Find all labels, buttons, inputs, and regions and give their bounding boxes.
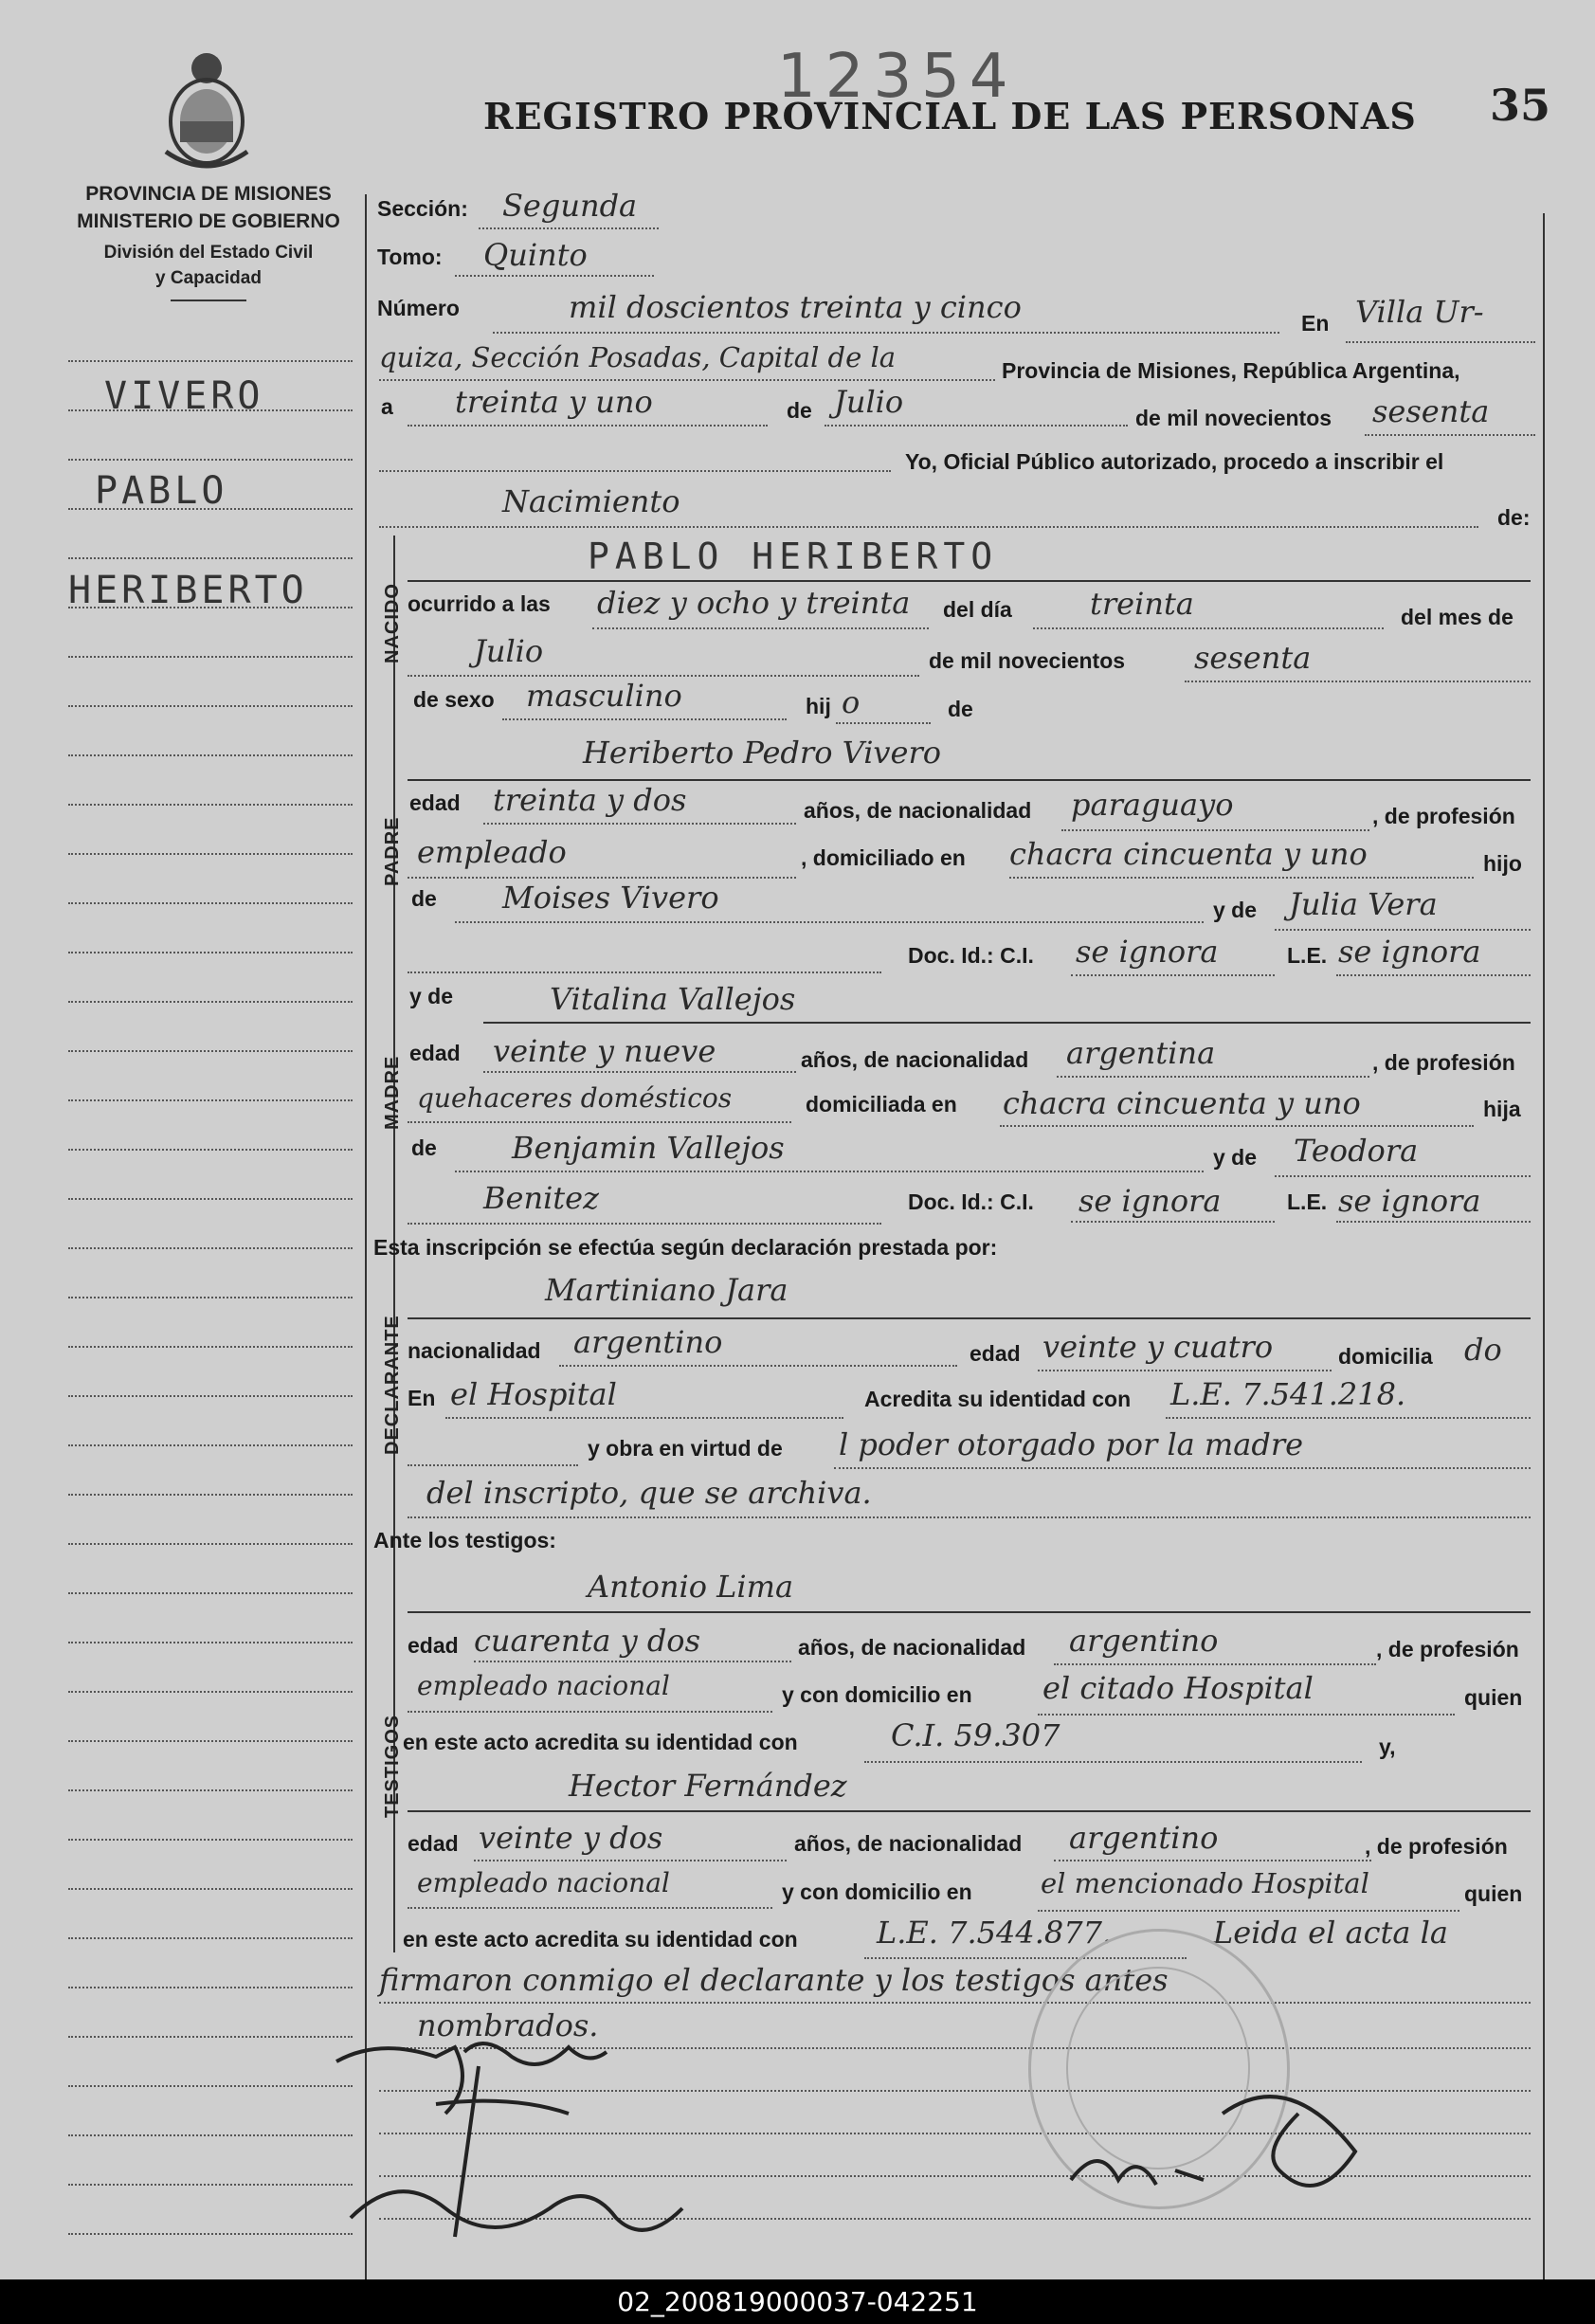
line-madre-ci [1071, 1221, 1275, 1223]
value-lugar: quiza, Sección Posadas, Capital de la [379, 341, 897, 373]
line-t2-nombre [408, 1810, 1531, 1812]
label-inscripcion: Esta inscripción se efectúa según declaración prestada por: [373, 1235, 998, 1260]
line-hij [836, 722, 931, 724]
line-cierre-2 [379, 2002, 1531, 2004]
margin-ruled-line [68, 952, 353, 953]
value-t1-doc: C.I. 59.307 [891, 1717, 1060, 1753]
line-madre-edad [483, 1071, 796, 1073]
label-de-padres: de [948, 697, 973, 721]
line-decl-virtud-blank [408, 1464, 578, 1466]
margin-ruled-line [68, 360, 353, 362]
side-label-madre: MADRE [382, 1055, 403, 1130]
label-padre-le: L.E. [1287, 943, 1328, 968]
label-t2-dom: y con domicilio en [782, 1879, 972, 1904]
line-mes [825, 425, 1128, 427]
value-dia: treinta y uno [455, 384, 653, 420]
margin-ruled-line [68, 1937, 353, 1939]
line-padre-blank [408, 971, 881, 973]
line-seccion [479, 227, 659, 229]
line-padre-le [1336, 974, 1531, 976]
label-padre-de: de [411, 886, 437, 911]
value-decl-virtud-2: del inscripto, que se archiva. [426, 1475, 872, 1511]
line-padre-prof [408, 877, 796, 879]
value-padre-padre: Moises Vivero [502, 880, 719, 916]
label-de-mil: de mil novecientos [1135, 406, 1332, 430]
value-padre-prof: empleado [417, 834, 567, 870]
margin-second-name: HERIBERTO [68, 569, 308, 612]
value-decl-edad: veinte y cuatro [1042, 1329, 1274, 1365]
value-decl-nombre: Martiniano Jara [545, 1272, 788, 1308]
value-sexo: masculino [526, 678, 682, 714]
org-province: PROVINCIA DE MISIONES [85, 183, 332, 205]
value-t1-dom: el citado Hospital [1042, 1670, 1314, 1706]
value-padre-nac: paraguayo [1071, 787, 1234, 823]
officer-signature [1052, 2057, 1374, 2218]
value-padre-nombre: Heriberto Pedro Vivero [583, 735, 941, 771]
value-t2-dom: el mencionado Hospital [1041, 1867, 1369, 1899]
line-madre-le [1336, 1221, 1531, 1223]
value-decl-dom-suffix: do [1464, 1332, 1502, 1368]
margin-ruled-line [68, 1888, 353, 1890]
line-padre-dom [1009, 877, 1474, 879]
label-yo-oficial: Yo, Oficial Público autorizado, procedo a inscribir el [905, 449, 1444, 474]
line-padre-ci [1071, 974, 1275, 976]
line-padre-padre [455, 921, 1204, 923]
label-t2-quien: quien [1464, 1881, 1523, 1906]
page-number: 35 [1490, 80, 1551, 131]
label-t2-acredita: en este acto acredita su identidad con [403, 1927, 798, 1952]
value-hij: o [842, 684, 861, 720]
value-madre-madre2: Benitez [483, 1180, 599, 1216]
label-padre-y-de: y de [1213, 898, 1258, 922]
margin-ruled-line [68, 1543, 353, 1545]
margin-ruled-line [68, 1740, 353, 1742]
label-seccion: Sección: [377, 196, 468, 221]
value-padre-madre: Julia Vera [1289, 886, 1438, 922]
org-capacity: y Capacidad [155, 268, 262, 288]
margin-ruled-line [68, 1247, 353, 1249]
value-mes: Julio [834, 384, 904, 420]
value-t1-nac: argentino [1069, 1623, 1219, 1659]
line-decl-virtud [834, 1467, 1531, 1469]
label-padre-edad: edad [409, 790, 461, 815]
org-underline [171, 300, 246, 301]
label-madre-y-de-2: y de [1213, 1145, 1258, 1170]
coat-of-arms-icon [156, 47, 257, 171]
margin-ruled-line [68, 1099, 353, 1101]
label-tomo: Tomo: [377, 245, 443, 269]
margin-ruled-line [68, 1297, 353, 1298]
value-madre-dom: chacra cincuenta y uno [1003, 1085, 1361, 1121]
value-cierre-3: nombrados. [417, 2007, 599, 2043]
line-decl-nombre [408, 1317, 1531, 1319]
line-t2-edad [474, 1860, 787, 1861]
label-de-mes: de [787, 398, 812, 423]
label-t1-edad: edad [408, 1633, 459, 1658]
label-madre-edad: edad [409, 1041, 461, 1065]
line-madre-madre [1275, 1175, 1531, 1177]
value-madre-madre: Teodora [1294, 1133, 1419, 1169]
value-decl-dom: el Hospital [450, 1376, 617, 1412]
line-numero [493, 332, 1279, 334]
margin-ruled-line [68, 1050, 353, 1052]
label-madre-dom: domiciliada en [806, 1092, 957, 1117]
line-t2-prof [408, 1907, 772, 1909]
line-hora [592, 627, 929, 629]
margin-ruled-line [68, 1001, 353, 1003]
scan-file-id: 02_200819000037-042251 [0, 2279, 1595, 2324]
margin-ruled-line [68, 2085, 353, 2087]
label-del-dia: del día [943, 597, 1012, 622]
margin-surname: VIVERO [104, 374, 264, 418]
value-decl-nac: argentino [573, 1324, 723, 1360]
line-padre-madre [1275, 929, 1531, 931]
margin-ruled-line [68, 2184, 353, 2186]
value-madre-nac: argentina [1066, 1035, 1216, 1071]
line-madre-padre [455, 1171, 1204, 1172]
margin-ruled-line [68, 853, 353, 855]
label-a: a [381, 394, 393, 419]
page-title: REGISTRO PROVINCIAL DE LAS PERSONAS [483, 95, 1417, 137]
label-ocurrido: ocurrido a las [408, 591, 551, 616]
org-division: División del Estado Civil [103, 243, 314, 263]
label-padre-nac: años, de nacionalidad [804, 798, 1032, 823]
value-madre-le: se ignora [1338, 1183, 1481, 1219]
line-decl-dom [445, 1417, 843, 1419]
line-anio [1365, 434, 1535, 436]
label-t1-quien: quien [1464, 1685, 1523, 1710]
label-madre-doc: Doc. Id.: C.I. [908, 1189, 1034, 1214]
line-t2-dom [1038, 1910, 1459, 1912]
label-hij: hij [806, 694, 831, 718]
line-padre-edad [483, 823, 796, 825]
label-t1-y: y, [1379, 1734, 1396, 1759]
margin-ruled-line [68, 2134, 353, 2136]
line-mes-nac [408, 675, 919, 677]
label-numero: Número [377, 296, 460, 320]
value-t1-edad: cuarenta y dos [474, 1623, 700, 1659]
value-acto: Nacimiento [502, 483, 680, 519]
value-t2-doc: L.E. 7.544.877. [877, 1915, 1113, 1951]
value-madre-edad: veinte y nueve [493, 1033, 716, 1069]
value-t1-nombre: Antonio Lima [588, 1569, 794, 1605]
value-padre-dom: chacra cincuenta y uno [1009, 836, 1368, 872]
line-yo-blank [379, 470, 891, 472]
line-en [1346, 341, 1535, 343]
line-dia-nac [1033, 627, 1384, 629]
side-label-nacido: NACIDO [382, 583, 403, 663]
org-ministry: MINISTERIO DE GOBIERNO [77, 210, 340, 232]
side-label-declarante: DECLARANTE [382, 1315, 403, 1455]
margin-ruled-line [68, 1691, 353, 1693]
margin-ruled-line [68, 1789, 353, 1791]
line-nombre [408, 580, 1531, 582]
margin-ruled-line [68, 1642, 353, 1643]
side-label-testigos: TESTIGOS [382, 1714, 403, 1818]
line-padre-nombre [408, 779, 1531, 781]
margin-ruled-line [68, 2036, 353, 2038]
margin-ruled-line [68, 804, 353, 806]
label-madre-le: L.E. [1287, 1189, 1328, 1214]
line-t1-dom [1038, 1714, 1455, 1716]
line-acto [379, 526, 1478, 528]
value-t2-nombre: Hector Fernández [569, 1768, 847, 1804]
label-t1-acredita: en este acto acredita su identidad con [403, 1730, 798, 1754]
line-madre-prof [408, 1121, 791, 1123]
value-t1-prof: empleado nacional [417, 1670, 670, 1701]
value-seccion: Segunda [502, 188, 638, 224]
line-t2-nac [1054, 1860, 1371, 1861]
value-anio-nac: sesenta [1194, 640, 1312, 676]
margin-ruled-line [68, 902, 353, 904]
margin-ruled-line [68, 1494, 353, 1496]
margin-ruled-line [68, 656, 353, 658]
line-sexo [502, 718, 787, 720]
line-decl-virtud-2 [408, 1516, 1531, 1518]
label-decl-nac: nacionalidad [408, 1338, 541, 1363]
value-padre-edad: treinta y dos [493, 782, 687, 818]
line-t1-nac [1054, 1663, 1376, 1665]
label-decl-domicilia: domicilia [1338, 1344, 1433, 1369]
label-madre-de: de [411, 1135, 437, 1160]
label-t2-prof: , de profesión [1365, 1834, 1508, 1859]
value-madre-prof: quehaceres domésticos [417, 1082, 733, 1114]
value-padre-ci: se ignora [1076, 934, 1219, 970]
value-nombre: PABLO HERIBERTO [588, 536, 999, 577]
label-hijo: hijo [1483, 851, 1522, 876]
line-padre-nac [1061, 829, 1369, 831]
label-padre-dom: , domiciliado en [801, 845, 966, 870]
main-left-border [365, 194, 367, 2279]
label-t1-dom: y con domicilio en [782, 1682, 972, 1707]
value-t2-nac: argentino [1069, 1820, 1219, 1856]
label-decl-acredita: Acredita su identidad con [864, 1387, 1132, 1411]
label-hija: hija [1483, 1097, 1521, 1121]
line-madre-nac [1057, 1076, 1369, 1078]
label-provincia: Provincia de Misiones, República Argentina, [1002, 358, 1460, 383]
line-t1-prof [408, 1711, 772, 1713]
value-madre-padre: Benjamin Vallejos [512, 1130, 785, 1166]
margin-first-name: PABLO [95, 469, 228, 513]
value-mes-nac: Julio [474, 633, 544, 669]
label-t2-nac: años, de nacionalidad [794, 1831, 1023, 1856]
label-padre-prof: , de profesión [1372, 804, 1515, 828]
margin-ruled-line [68, 1444, 353, 1446]
margin-ruled-line [68, 557, 353, 559]
label-en: En [1301, 311, 1330, 336]
line-decl-nac [559, 1365, 957, 1367]
line-lugar [379, 379, 995, 381]
line-t1-doc [864, 1761, 1362, 1763]
line-t1-edad [474, 1661, 791, 1662]
line-madre-madre2 [408, 1223, 881, 1225]
margin-ruled-line [68, 1346, 353, 1348]
line-decl-doc [1166, 1417, 1531, 1419]
line-t1-nombre [408, 1611, 1531, 1613]
value-numero: mil doscientos treinta y cinco [569, 289, 1022, 325]
label-madre-y-de: y de [409, 984, 454, 1008]
line-anio-nac [1185, 681, 1531, 682]
value-t2-prof: empleado nacional [417, 1867, 670, 1898]
value-decl-doc: L.E. 7.541.218. [1170, 1376, 1406, 1412]
value-en: Villa Ur- [1355, 294, 1484, 330]
value-cierre-1: Leida el acta la [1213, 1915, 1448, 1951]
value-madre-nombre: Vitalina Vallejos [550, 981, 796, 1017]
value-t2-edad: veinte y dos [479, 1820, 663, 1856]
margin-ruled-line [68, 2233, 353, 2235]
label-decl-edad: edad [970, 1341, 1021, 1366]
line-tomo [455, 275, 654, 277]
label-ante-testigos: Ante los testigos: [373, 1528, 556, 1552]
value-tomo: Quinto [483, 237, 588, 273]
margin-ruled-line [68, 1149, 353, 1151]
label-padre-doc: Doc. Id.: C.I. [908, 943, 1034, 968]
label-sexo: de sexo [413, 687, 495, 712]
value-hora: diez y ocho y treinta [597, 585, 911, 621]
label-decl-en: En [408, 1386, 436, 1410]
value-anio: sesenta [1372, 393, 1490, 429]
value-cierre-2: firmaron conmigo el declarante y los testigos antes [379, 1962, 1169, 1998]
label-madre-nac: años, de nacionalidad [801, 1047, 1029, 1072]
side-label-padre: PADRE [382, 816, 403, 886]
margin-ruled-line [68, 1592, 353, 1594]
label-madre-prof: , de profesión [1372, 1050, 1515, 1075]
line-decl-edad [1038, 1370, 1332, 1371]
value-padre-le: se ignora [1338, 934, 1481, 970]
line-madre-nombre [483, 1022, 1531, 1024]
registry-stamp-number: 12354 [777, 42, 1018, 112]
margin-ruled-line [68, 1987, 353, 1988]
value-madre-ci: se ignora [1078, 1183, 1222, 1219]
label-del-mes: del mes de [1401, 605, 1513, 629]
line-madre-dom [1000, 1125, 1474, 1127]
signature-scribbles [322, 2028, 701, 2275]
label-decl-obra: y obra en virtud de [588, 1436, 783, 1461]
main-right-border [1543, 213, 1545, 2279]
label-t2-edad: edad [408, 1831, 459, 1856]
label-t1-nac: años, de nacionalidad [798, 1635, 1026, 1660]
margin-ruled-line [68, 1395, 353, 1397]
line-dia [408, 425, 768, 427]
margin-ruled-line [68, 459, 353, 461]
value-dia-nac: treinta [1090, 586, 1194, 622]
label-de-colon: de: [1497, 505, 1531, 530]
margin-ruled-line [68, 1839, 353, 1841]
margin-ruled-line [68, 1198, 353, 1200]
label-t1-prof: , de profesión [1376, 1637, 1519, 1661]
label-de-mil-2: de mil novecientos [929, 648, 1126, 673]
margin-ruled-line [68, 705, 353, 707]
margin-ruled-line [68, 754, 353, 756]
value-decl-virtud: l poder otorgado por la madre [839, 1426, 1304, 1462]
